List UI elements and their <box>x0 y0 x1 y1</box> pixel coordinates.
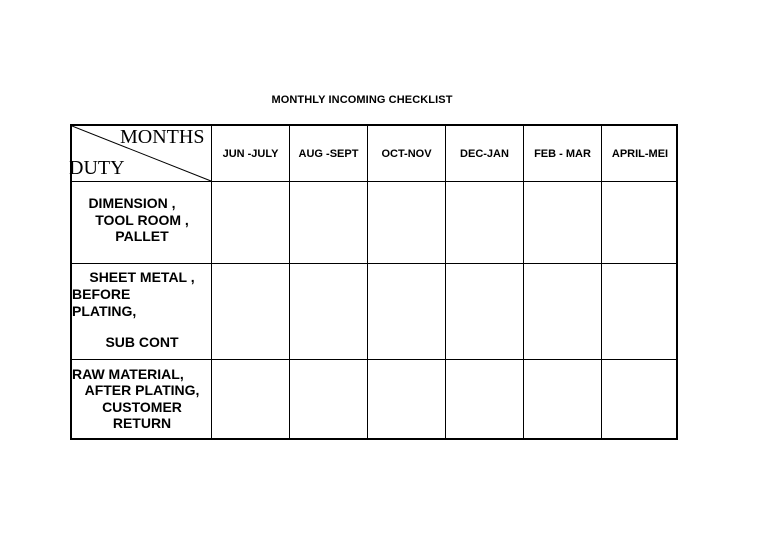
checklist-cell[interactable] <box>290 264 368 360</box>
month-header: APRIL-MEI <box>602 126 678 182</box>
checklist-cell[interactable] <box>212 182 290 264</box>
checklist-cell[interactable] <box>368 264 446 360</box>
month-header: JUN -JULY <box>212 126 290 182</box>
checklist-cell[interactable] <box>524 182 602 264</box>
duty-line: SUB CONT <box>105 334 179 350</box>
checklist-cell[interactable] <box>368 182 446 264</box>
duty-corner-label: DUTY <box>69 157 125 179</box>
duty-line: RETURN <box>112 415 172 431</box>
checklist-cell[interactable] <box>446 360 524 440</box>
duty-label-cell <box>72 264 212 360</box>
table-header-row <box>69 126 676 182</box>
checklist-cell[interactable] <box>602 360 678 440</box>
duty-line: PALLET <box>115 228 169 244</box>
month-header: DEC-JAN <box>446 126 524 182</box>
checklist-cell[interactable] <box>446 182 524 264</box>
duty-line: BEFORE PLATING, <box>72 286 137 319</box>
table-row <box>72 182 676 264</box>
checklist-cell[interactable] <box>290 360 368 440</box>
checklist-cell[interactable] <box>368 360 446 440</box>
duty-line: TOOL ROOM , <box>95 212 189 228</box>
month-header: AUG -SEPT <box>290 126 368 182</box>
duty-line: DIMENSION , <box>88 195 176 211</box>
month-header: OCT-NOV <box>368 126 446 182</box>
checklist-cell[interactable] <box>446 264 524 360</box>
duty-line: CUSTOMER <box>102 399 182 415</box>
page-title: MONTHLY INCOMING CHECKLIST <box>271 94 453 106</box>
month-header: FEB - MAR <box>524 126 602 182</box>
duty-line: SHEET METAL , <box>89 269 195 285</box>
checklist-cell[interactable] <box>212 360 290 440</box>
table-row <box>72 360 676 440</box>
duty-label-cell <box>72 360 212 440</box>
checklist-cell[interactable] <box>212 264 290 360</box>
months-corner-label: MONTHS <box>120 126 205 148</box>
checklist-table <box>70 124 678 440</box>
header-corner-cell <box>69 126 212 182</box>
checklist-cell[interactable] <box>602 264 678 360</box>
duty-line: AFTER PLATING, <box>84 382 200 398</box>
checklist-cell[interactable] <box>524 360 602 440</box>
duty-label-cell <box>72 182 212 264</box>
checklist-cell[interactable] <box>290 182 368 264</box>
checklist-cell[interactable] <box>524 264 602 360</box>
table-row <box>72 264 676 360</box>
checklist-cell[interactable] <box>602 182 678 264</box>
duty-line: RAW MATERIAL, <box>72 366 184 382</box>
